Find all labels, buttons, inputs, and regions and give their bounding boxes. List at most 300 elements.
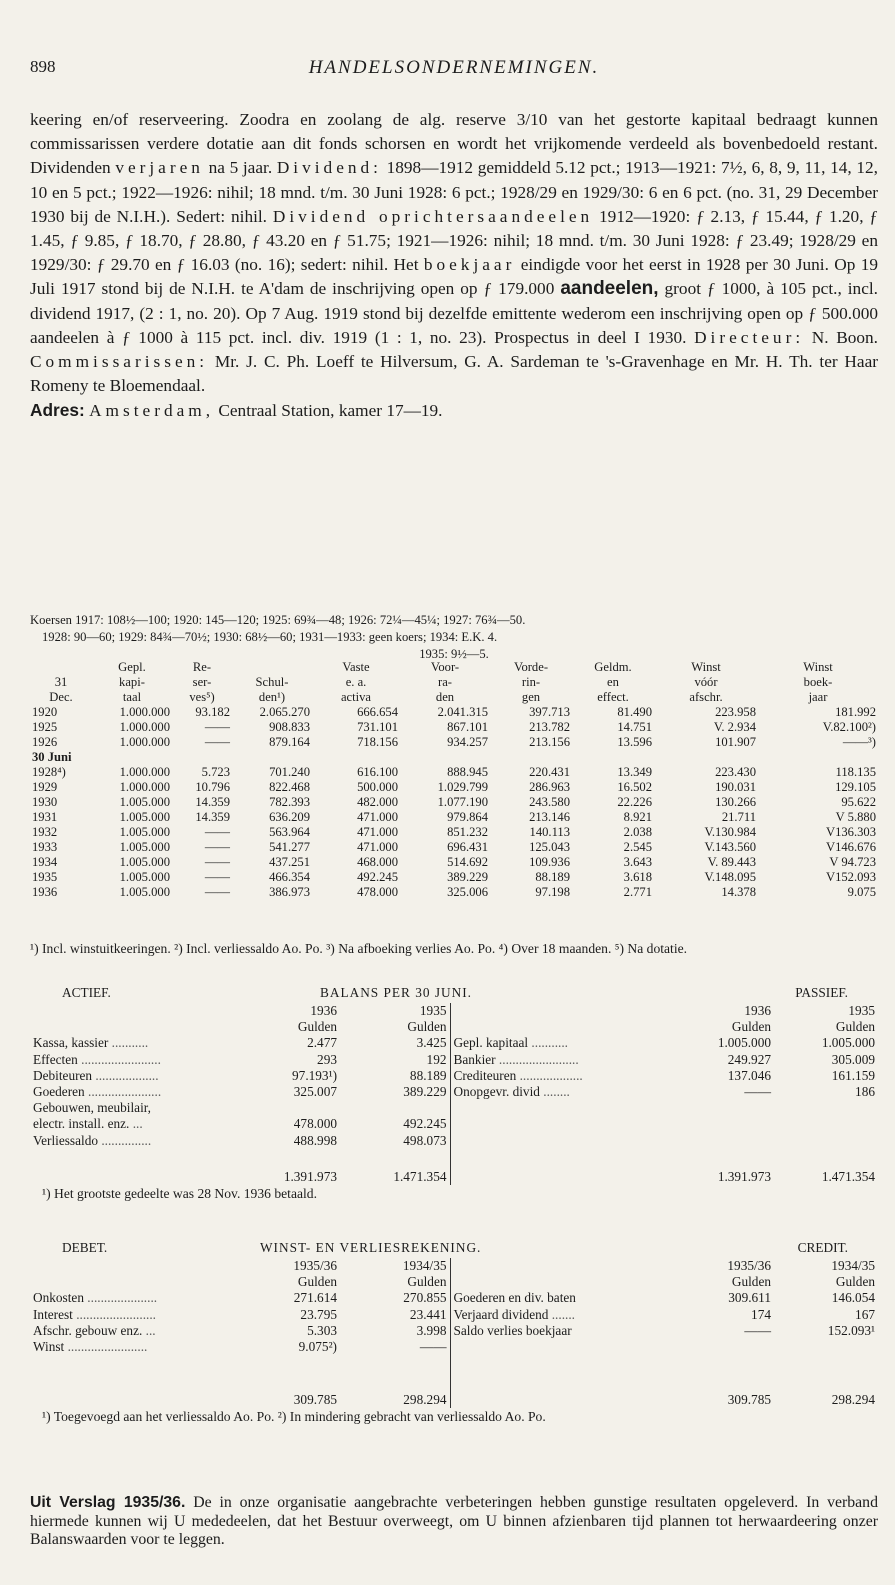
history-cell: 21.711	[721, 810, 756, 824]
winst-section	[30, 1240, 878, 1425]
item-label: Winst	[33, 1339, 65, 1355]
balans-left-value: 2.477	[307, 1035, 337, 1051]
balans-total-cell: 1.391.973	[717, 1169, 771, 1185]
leader-dots: ........................	[67, 1339, 148, 1355]
balans-years-row	[30, 1003, 878, 1019]
balans-left-value: 97.193¹)	[292, 1067, 337, 1083]
history-cell: 22.226	[617, 795, 652, 809]
balans-right-value: 186	[855, 1084, 875, 1100]
history-cell: V 5.880	[835, 810, 876, 824]
history-cell: 14.751	[617, 720, 652, 734]
history-cell: 325.006	[447, 885, 488, 899]
balans-right-value: 137.046	[727, 1067, 771, 1083]
history-row	[30, 735, 878, 750]
winst-unit-cell: Gulden	[731, 1274, 771, 1290]
history-cell: 88.189	[535, 870, 570, 884]
balans-right-value: 161.159	[831, 1067, 875, 1083]
balans-left-value: 389.229	[403, 1084, 447, 1100]
history-cell: 1.005.000	[119, 795, 170, 809]
winst-total-cell	[450, 1388, 682, 1408]
spacer-cell	[450, 1355, 682, 1371]
history-header-cell: vóór	[694, 675, 718, 689]
history-cell: 130.266	[715, 795, 756, 809]
history-cell: 1.005.000	[119, 840, 170, 854]
winst-total-cell: 309.785	[727, 1391, 771, 1407]
winst-left-label	[30, 1339, 260, 1355]
balans-right-value	[774, 1100, 878, 1116]
leader-dots: ...	[145, 1322, 156, 1338]
history-cell: 471.000	[357, 825, 398, 839]
balans-left-label	[30, 1133, 260, 1149]
balans-left-value	[340, 1100, 450, 1116]
balans-right-value: ——	[744, 1084, 771, 1100]
winst-unit-row	[30, 1274, 878, 1290]
balans-year-cell	[30, 1003, 260, 1019]
item-label: Kassa, kassier	[33, 1035, 109, 1051]
balans-left-label	[30, 1052, 260, 1068]
history-cell: 2.771	[623, 885, 652, 899]
passief-title: PASSIEF.	[795, 985, 848, 1000]
history-cell: 478.000	[357, 885, 398, 899]
history-header-cell: afschr.	[689, 690, 723, 704]
history-cell: 1.000.000	[119, 765, 170, 779]
item-label: Goederen en div. baten	[453, 1290, 576, 1306]
balans-right-value: 1.005.000	[717, 1035, 771, 1051]
history-row	[30, 765, 878, 780]
history-cell: 10.796	[195, 780, 230, 794]
balans-unit-cell: Gulden	[731, 1019, 771, 1035]
history-header-cell: Vaste	[342, 660, 370, 674]
history-cell: 181.992	[835, 705, 876, 719]
history-cell: 1.005.000	[119, 870, 170, 884]
history-cell: 1.005.000	[119, 825, 170, 839]
history-cell: 1930	[32, 795, 58, 809]
spacer-cell	[30, 1371, 260, 1387]
winst-year-cell	[30, 1258, 260, 1274]
actief-title: ACTIEF.	[62, 985, 111, 1000]
history-cell: 471.000	[357, 810, 398, 824]
winst-right-value: 152.093¹	[827, 1322, 875, 1338]
history-header-cell: Gepl.	[118, 660, 146, 674]
balans-section	[30, 985, 878, 1202]
balans-left-value: 492.245	[403, 1116, 447, 1132]
winst-year-cell	[450, 1258, 682, 1274]
history-cell: 9.075	[847, 885, 876, 899]
leader-dots: ...............	[101, 1132, 152, 1148]
balans-title: BALANS PER 30 JUNI.	[320, 985, 472, 1000]
history-header-cell: Voor-	[430, 660, 460, 674]
history-cell: 471.000	[357, 840, 398, 854]
history-cell: 1920	[32, 705, 58, 719]
winst-years-row	[30, 1258, 878, 1274]
history-cell: 95.622	[841, 795, 876, 809]
history-cell: V136.303	[825, 825, 876, 839]
leader-dots: ...........	[111, 1035, 149, 1051]
history-cell: 5.723	[201, 765, 230, 779]
history-cell: ——	[204, 720, 230, 734]
history-row	[30, 795, 878, 810]
history-row	[30, 885, 878, 900]
history-cell: 1925	[32, 720, 58, 734]
history-header-cell: boek-	[803, 675, 833, 689]
leader-dots: ...................	[519, 1067, 583, 1083]
winst-unit-cell: Gulden	[297, 1274, 337, 1290]
leader-dots: ........................	[76, 1306, 156, 1322]
history-header-cell: e. a.	[345, 675, 367, 689]
history-row	[30, 855, 878, 870]
balans-right-label	[450, 1052, 682, 1068]
winst-row	[30, 1307, 878, 1323]
balans-row	[30, 1052, 878, 1068]
leader-dots: ........	[543, 1084, 570, 1100]
history-header-cell: 31	[54, 675, 68, 689]
item-label: Crediteuren	[453, 1067, 517, 1083]
balans-left-label	[30, 1035, 260, 1051]
history-header-cell: kapi-	[119, 675, 145, 689]
item-label: Interest	[33, 1306, 73, 1322]
balans-year-cell: 1935	[419, 1003, 447, 1018]
history-header-cell: den	[435, 690, 455, 704]
spacer-cell	[340, 1371, 450, 1387]
history-cell: 731.101	[357, 720, 398, 734]
winst-total-row	[30, 1388, 878, 1408]
balans-footnote: ¹) Het grootste gedeelte was 28 Nov. 1936 betaald.	[42, 1186, 317, 1202]
history-cell: 1931	[32, 810, 58, 824]
koersen-line: Koersen 1917: 108½—100; 1920: 145—120; 1925: 69¾—48; 1926: 72¼—45¼; 1927: 76¾—50.	[30, 613, 526, 627]
winst-right-value: 174	[751, 1306, 771, 1322]
balans-unit-cell: Gulden	[297, 1019, 337, 1035]
history-cell: ——	[204, 825, 230, 839]
verslag-text: De in onze organisatie aangebrachte verbeteringen hebben gunstige resultaten opgeleverd. In verband hiermede kunnen wij U mededeelen, dat het Bestuur overweegt, om U binnen afzienbaren tijd plannen tot herwaardeering onzer Balanswaarden voor te leggen.	[30, 1494, 878, 1548]
balans-left-value: 488.998	[293, 1132, 337, 1148]
history-cell: 2.038	[623, 825, 652, 839]
leader-dots: ...	[132, 1116, 143, 1132]
spacer-cell	[774, 1355, 878, 1371]
history-cell: 389.229	[447, 870, 488, 884]
winst-total-cell	[30, 1388, 260, 1408]
koersen-line: 1935: 9½—5.	[419, 647, 489, 661]
history-cell: 397.713	[529, 705, 570, 719]
balans-left-value: 478.000	[293, 1116, 337, 1132]
balans-right-value	[682, 1133, 774, 1149]
history-cell: 1.029.799	[437, 780, 488, 794]
history-header-cell: Schul-	[255, 675, 289, 689]
winst-row	[30, 1290, 878, 1306]
balans-year-cell: 1936	[310, 1003, 337, 1018]
history-cell: V152.093	[825, 870, 876, 884]
balans-row	[30, 1035, 878, 1051]
item-label: Onkosten	[33, 1290, 84, 1306]
balans-unit-cell	[30, 1019, 260, 1035]
balans-right-value: 249.927	[727, 1051, 771, 1067]
history-cell: 1936	[32, 885, 58, 899]
company-description	[30, 108, 878, 424]
history-cell: ——	[204, 735, 230, 749]
adres-label: Adres:	[30, 400, 85, 421]
history-header-cell: gen	[521, 690, 541, 704]
history-cell: ——³)	[842, 735, 876, 749]
history-cell: 1934	[32, 855, 58, 869]
spacer-cell	[260, 1371, 340, 1387]
history-header-cell: ves⁵)	[189, 690, 215, 704]
history-cell: 1.000.000	[119, 735, 170, 749]
leader-dots: .......	[551, 1306, 575, 1322]
history-row	[30, 840, 878, 855]
winst-total-cell: 298.294	[403, 1391, 447, 1407]
history-cell: 908.833	[269, 720, 310, 734]
history-cell: 386.973	[269, 885, 310, 899]
verslag-block	[30, 1494, 878, 1550]
history-cell: 1.005.000	[119, 885, 170, 899]
history-header-cell: activa	[340, 690, 372, 704]
spacer-cell	[340, 1149, 450, 1165]
history-cell: 879.164	[269, 735, 310, 749]
history-header-cell: Winst	[803, 660, 833, 674]
history-cell: 190.031	[715, 780, 756, 794]
balans-row	[30, 1084, 878, 1100]
history-row	[30, 705, 878, 720]
history-cell: 1.000.000	[119, 705, 170, 719]
history-cell: 3.643	[623, 855, 652, 869]
winst-year-cell: 1934/35	[402, 1258, 447, 1273]
balans-right-value: 305.009	[831, 1051, 875, 1067]
spacer-cell	[30, 1149, 260, 1165]
history-header-cell: den¹)	[258, 690, 286, 704]
history-cell: 636.209	[269, 810, 310, 824]
history-cell: V.148.095	[704, 870, 756, 884]
item-label: Gebouwen, meubilair,	[33, 1100, 151, 1116]
balans-right-value	[774, 1116, 878, 1132]
spacer-cell	[450, 1371, 682, 1387]
winst-year-cell: 1934/35	[831, 1258, 875, 1273]
winst-unit-cell: Gulden	[835, 1274, 875, 1290]
history-row	[30, 780, 878, 795]
winst-unit-cell: Gulden	[407, 1274, 447, 1290]
winst-row	[30, 1323, 878, 1339]
spacer-cell	[450, 1149, 682, 1165]
history-cell: V. 2.934	[713, 720, 756, 734]
history-row	[30, 825, 878, 840]
winst-row	[30, 1339, 878, 1355]
winst-footnote: ¹) Toegevoegd aan het verliessaldo Ao. Po. ²) In mindering gebracht van verliessaldo Ao. Po.	[42, 1408, 546, 1424]
winst-left-value: 23.441	[409, 1306, 447, 1322]
history-table	[30, 660, 878, 900]
history-cell: 563.964	[269, 825, 310, 839]
history-cell: 101.907	[715, 735, 756, 749]
history-cell: 140.113	[529, 825, 570, 839]
balans-left-value: 293	[317, 1051, 337, 1067]
history-header-cell	[30, 660, 92, 675]
history-cell: 3.618	[623, 870, 652, 884]
history-cell: 97.198	[535, 885, 570, 899]
history-cell: 934.257	[447, 735, 488, 749]
history-cell: 93.182	[195, 705, 230, 719]
winst-left-value: 271.614	[293, 1290, 337, 1306]
history-cell: 81.490	[617, 705, 652, 719]
balans-total-cell	[30, 1165, 260, 1185]
balans-left-label	[30, 1084, 260, 1100]
spacer-cell	[774, 1149, 878, 1165]
history-cell: 979.864	[447, 810, 488, 824]
history-header-cell: ra-	[438, 675, 452, 689]
balans-right-label	[450, 1068, 682, 1084]
history-header-cell: rin-	[521, 675, 541, 689]
balans-year-cell	[450, 1003, 682, 1019]
history-cell: 1932	[32, 825, 58, 839]
history-cell: 118.135	[835, 765, 876, 779]
history-cell: 1.000.000	[119, 780, 170, 794]
history-cell: 851.232	[447, 825, 488, 839]
history-cell: V 94.723	[829, 855, 876, 869]
history-cell: 14.359	[195, 795, 230, 809]
leader-dots: ........................	[498, 1051, 579, 1067]
balans-right-value	[682, 1116, 774, 1132]
balans-total-row	[30, 1165, 878, 1185]
history-header-cell: taal	[122, 690, 142, 704]
history-cell: 482.000	[357, 795, 398, 809]
spacer-cell	[340, 1355, 450, 1371]
history-header-cell: Re-	[192, 660, 212, 674]
balans-row	[30, 1133, 878, 1149]
balans-row	[30, 1100, 878, 1116]
history-cell: V.130.984	[704, 825, 756, 839]
history-row	[30, 720, 878, 735]
winst-left-value: 270.855	[403, 1290, 447, 1306]
history-header-row	[30, 675, 878, 690]
credit-title: CREDIT.	[797, 1240, 848, 1255]
balans-total-cell	[450, 1165, 682, 1185]
history-header-row	[30, 660, 878, 675]
history-cell: 541.277	[269, 840, 310, 854]
history-cell: 1929	[32, 780, 58, 794]
item-label: Goederen	[33, 1084, 85, 1100]
history-cell: 867.101	[447, 720, 488, 734]
history-cell: 223.430	[715, 765, 756, 779]
winst-left-value: ——	[419, 1339, 447, 1355]
history-cell: 696.431	[447, 840, 488, 854]
balans-left-value: 325.007	[293, 1084, 337, 1100]
history-cell: 129.105	[835, 780, 876, 794]
history-cell: ——	[204, 885, 230, 899]
balans-right-value	[774, 1133, 878, 1149]
history-cell: 2.041.315	[437, 705, 488, 719]
leader-dots: ......................	[88, 1084, 162, 1100]
winst-left-value: 5.303	[307, 1322, 337, 1338]
history-cell: 109.936	[529, 855, 570, 869]
history-row	[30, 750, 878, 765]
balans-right-value	[682, 1100, 774, 1116]
history-header-cell	[232, 660, 312, 675]
history-cell: 213.156	[529, 735, 570, 749]
winst-spacer	[30, 1371, 878, 1387]
leader-dots: ........................	[81, 1051, 161, 1067]
history-cell: ——	[204, 870, 230, 884]
balans-year-cell: 1935	[848, 1003, 875, 1018]
balans-spacer	[30, 1149, 878, 1165]
item-label: Afschr. gebouw enz.	[33, 1322, 143, 1338]
history-cell: 437.251	[269, 855, 310, 869]
history-cell: 14.359	[195, 810, 230, 824]
balans-left-value: 192	[426, 1051, 447, 1067]
winst-unit-cell	[450, 1274, 682, 1290]
balans-left-label	[30, 1116, 260, 1132]
history-cell: V. 89.443	[707, 855, 756, 869]
item-label: electr. install. enz.	[33, 1116, 130, 1132]
description-paragraph: keering en/of reserveering. Zoodra en zoolang de alg. reserve 3/10 van het gestorte kapitaal bedraagt kunnen commissarissen verdere dotatie aan dit fonds schorsen en wordt het vrijkomende verdeeld als bovenbedoeld restant. Dividenden verjaren na 5 jaar. Dividend: 1898—1912 gemiddeld 5.12 pct.; 1913—1921: 7½, 6, 8, 9, 11, 14, 12, 10 en 5 pct.; 1922—1926: nihil; 18 mnd. t/m. 30 Juni 1928: 6 pct.; 1928/29 en 1929/30: 6 en 6 pct. (no. 31, 29 December 1930 bij de N.I.H.). Sedert: nihil. Dividend oprichtersaandeelen 1912—1920: ƒ 2.13, ƒ 15.44, ƒ 1.20, ƒ 1.45, ƒ 9.85, ƒ 18.70, ƒ 28.80, ƒ 43.20 en ƒ 51.75; 1921—1926: nihil; 18 mnd. t/m. 30 Juni 1928: ƒ 23.49; 1928/29 en 1929/30: ƒ 29.70 en ƒ 16.03 (no. 16); sedert: nihil. Het boekjaar eindigde voor het eerst in 1928 per 30 Juni. Op 19 Juli 1917 stond bij de N.I.H. te A'dam de inschrijving open op ƒ 179.000 aandeelen, groot ƒ 1000, à 105 pct., incl. dividend 1917, (2 : 1, no. 20). Op 7 Aug. 1919 stond bij dezelfde emittente wederom een inschrijving open op ƒ 500.000 aandeelen à ƒ 1000 à 115 pct. incl. div. 1919 (1 : 1, no. 23). Prospectus in deel I 1930. Directeur: N. Boon. Commissarissen: Mr. J. C. Ph. Loeff te Hilversum, G. A. Sardeman te 's-Gravenhage en Mr. H. Th. ter Haar Romeny te Bloemendaal. Adres: Amsterdam, Centraal Station, kamer 17—19.	[30, 110, 878, 421]
history-cell: 2.065.270	[259, 705, 310, 719]
history-cell: 243.580	[529, 795, 570, 809]
winst-left-value: 9.075²)	[298, 1339, 337, 1355]
history-cell: 220.431	[529, 765, 570, 779]
history-cell: 213.782	[529, 720, 570, 734]
history-cell: 500.000	[357, 780, 398, 794]
running-title: HANDELSONDERNEMINGEN.	[308, 57, 600, 78]
debet-title: DEBET.	[62, 1240, 108, 1255]
balans-row	[30, 1116, 878, 1132]
history-row	[30, 810, 878, 825]
history-cell: 14.378	[721, 885, 756, 899]
winst-total-cell: 309.785	[293, 1391, 337, 1407]
winst-year-cell: 1935/36	[293, 1258, 337, 1273]
history-cell: 468.000	[357, 855, 398, 869]
balans-table	[30, 1003, 878, 1185]
history-cell: 8.921	[623, 810, 652, 824]
item-label: Verliessaldo	[33, 1132, 98, 1148]
history-cell: 13.349	[617, 765, 652, 779]
item-label: Gepl. kapitaal	[453, 1035, 529, 1051]
spacer-cell	[774, 1371, 878, 1387]
history-cell: 125.043	[529, 840, 570, 854]
history-cell: 2.545	[623, 840, 652, 854]
history-cell: 1.000.000	[119, 720, 170, 734]
balans-right-value: 1.005.000	[821, 1035, 875, 1051]
balans-row	[30, 1068, 878, 1084]
winst-left-label	[30, 1290, 260, 1306]
winst-right-label	[450, 1290, 682, 1306]
winst-right-label	[450, 1323, 682, 1339]
history-cell: 492.245	[357, 870, 398, 884]
history-cell: 1935	[32, 870, 58, 884]
history-header-cell: jaar	[808, 690, 828, 704]
winst-title: WINST- EN VERLIESREKENING.	[260, 1240, 482, 1255]
winst-right-value: 146.054	[831, 1290, 875, 1306]
balans-right-label	[450, 1035, 682, 1051]
balans-left-label	[30, 1068, 260, 1084]
winst-right-value: ——	[744, 1322, 771, 1338]
balans-left-value: 3.425	[416, 1035, 447, 1051]
history-cell: 1.005.000	[119, 810, 170, 824]
item-label: Debiteuren	[33, 1067, 93, 1083]
history-row	[30, 870, 878, 885]
spacer-cell	[682, 1355, 774, 1371]
winst-right-value: 309.611	[728, 1290, 771, 1306]
history-header-cell: Geldm.	[594, 660, 632, 674]
spacer-cell	[30, 1355, 260, 1371]
winst-right-value: 167	[855, 1306, 875, 1322]
winst-unit-cell	[30, 1274, 260, 1290]
history-cell: ——	[204, 855, 230, 869]
balans-left-value: 498.073	[403, 1132, 447, 1148]
history-cell: 286.963	[529, 780, 570, 794]
history-cell: 1.077.190	[437, 795, 488, 809]
history-cell: 616.100	[357, 765, 398, 779]
history-header-row	[30, 690, 878, 705]
winst-right-value	[682, 1339, 774, 1355]
koersen-line: 1928: 90—60; 1929: 84¾—70½; 1930: 68½—60; 1931—1933: geen koers; 1934: E.K. 4.	[42, 630, 498, 644]
history-juni-label: 30 Juni	[32, 750, 72, 764]
history-cell: 822.468	[269, 780, 310, 794]
item-label: Verjaard dividend	[453, 1306, 549, 1322]
